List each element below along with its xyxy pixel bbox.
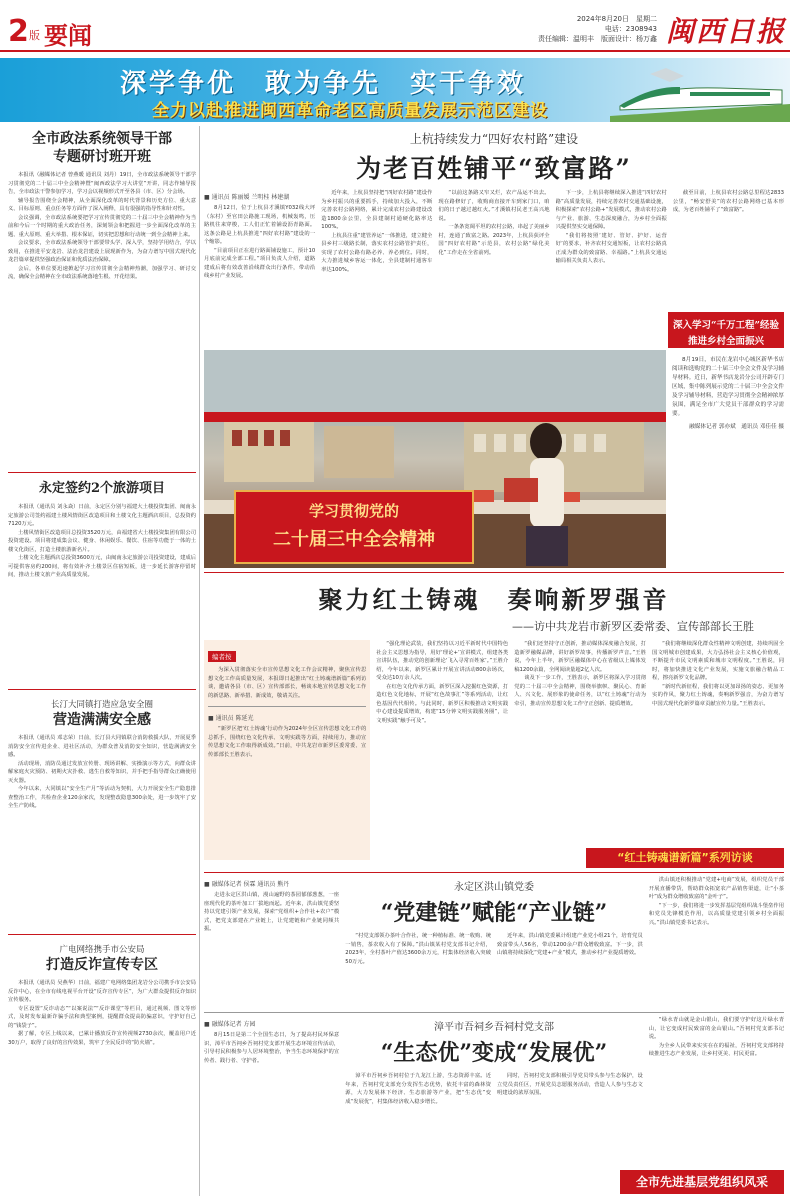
left-column <box>8 126 196 1196</box>
article-kicker: 漳平市吾祠乡吾祠村党支部 <box>434 1022 554 1033</box>
paragraph: “以前这条路又窄又烂，农产品运不出去。现在路修好了，收购商直接开车到家门口，咱们的日子越过越红火。”才溪镇村民老王高兴地说。 <box>438 190 550 222</box>
article-wuzhou <box>204 1016 784 1196</box>
masthead-rule <box>0 50 790 52</box>
paragraph: 会议强调，全市政法系统要把学习宣传贯彻党的二十届三中全会精神作为当前和今后一个时期的重大政治任务，深刻领会和把握进一步全面深化改革的主题、重大原则、重大举措、根本保证，切实把思想和行动统一到全会精神上来。 <box>8 214 196 238</box>
paragraph: 近年来，洪山镇党委累计组建产业党小组21个，培育党员致富带头人56名，带动1200余户群众增收致富。下一步，洪山镇将持续深化“党建+产业”模式，推动乡村产业提质增效。 <box>497 933 643 956</box>
paragraph: 在红色文化传承方面，新罗区深入挖掘红色资源，打造红色文化地标，开展“红色故事汇”等系列活动，让红色基因代代相传。与此同时，新罗区积极推动文明实践中心建设提质增效，构建“15分钟文明实践服务圈”，让文明实践“触手可及”。 <box>376 683 509 724</box>
paragraph: 专区设置“反诈动态”“以案说法”“反诈课堂”等栏目，通过视频、图文等形式，及时发布最新诈骗手法和典型案例，提醒群众提高防骗意识，守护好自己的“钱袋子”。 <box>8 1005 196 1029</box>
news-photo <box>204 350 666 568</box>
paragraph: “我们将按照‘建好、管好、护好、运营好’的要求，补齐农村交通短板，让农村公路真正成为群众的致富路、幸福路。”上杭县交通运输局相关负责人表示。 <box>555 232 667 264</box>
paragraph: 会后，各单位要迅速掀起学习宣传贯彻全会精神热潮，加强学习、研讨交流，确保全会精神在全市政法系统落地生根、开花结果。 <box>8 265 196 280</box>
paragraph: 一条条宽阔平坦的农村公路，串起了美丽乡村，连通了致富之路。2023年，上杭县获评全国“四好农村路”示范县，农村公路“绿化美化”工作走在全省前列。 <box>438 224 550 256</box>
article-kicker: 长汀大同镇打造应急安全圈 <box>50 700 153 710</box>
road-col-4 <box>556 189 667 342</box>
paragraph: 下一步，上杭县将继续深入推进“四好农村路”高质量发展，持续完善农村交通基础设施，积极探索“农村公路+”发展模式，推动农村公路与产业、旅游、生态深度融合，为乡村全面振兴提供坚实交通保障。 <box>555 190 667 230</box>
article-byline: ■ 融媒体记者 侯霖 通讯员 熊丹 <box>204 881 290 888</box>
masthead-info <box>485 14 657 44</box>
paragraph: 辅导报告围绕全会精神，从全面深化改革的时代背景和历史方位、重大意义、目标原则、重点任务等方面作了深入阐释，具有很强的指导性和针对性。 <box>8 197 196 212</box>
paragraph: “强化理论武装，我们坚持以习近平新时代中国特色社会主义思想为指导，用好‘理论+’宣讲模式，组建各类宣讲队伍，推动党的创新理论‘飞入寻常百姓家’。”王胜介绍，今年以来，新罗区累计开展宣讲活动800余场次，受众达10万余人次。 <box>376 641 509 681</box>
paragraph: 活动现场，消防员通过发放宣传册、现场讲解、实操演示等方式，向群众讲解家庭火灾预防、初期火灾扑救、逃生自救等知识，并手把手指导群众正确使用灭火器。 <box>8 760 196 784</box>
article-zhengfa <box>8 126 196 466</box>
article-changting <box>8 696 196 928</box>
article-guangdian <box>8 941 196 1196</box>
hongshan-col-1 <box>204 876 339 1008</box>
page-number: 2 <box>8 14 29 49</box>
wuzhou-col-3 <box>649 1016 784 1196</box>
wuzhou-center <box>345 1016 643 1196</box>
wuzhou-subcol-2 <box>497 1072 643 1182</box>
caption-text: 8月19日，市民在龙岩中心城区新华书店阅读和选购党的二十届三中全会文件及学习辅导材料。近日，新华书店龙岩分公司开辟专门区域，集中陈列展示党的二十届三中全会文件及学习辅导材料，营造学习贯彻全会精神浓厚氛围，满足全市广大党员干部群众的学习需要。 <box>672 357 784 417</box>
article-title: 专题研讨班开班 <box>53 149 151 165</box>
editor-note-label: 编者按 <box>208 651 236 662</box>
divider <box>8 689 196 690</box>
road-col-3 <box>438 189 549 342</box>
paragraph: 8月12日，位于上杭县才溪镇Y032线大坪（东村）至官田公路施工现场，机械轰鸣，压路机往来穿梭，工人们正忙着铺设沥青路面。这条公路是上杭县推进“四好农村路”建设的一个缩影。 <box>204 205 316 245</box>
paragraph: 走进永定区洪山镇，漫山遍野的茶园郁郁葱葱，一座座现代化的茶叶加工厂拔地而起。近年来，洪山镇党委坚持以党建引领产业发展，探索“党组织+合作社+农户”模式，把党支部建在产业链上，让党建链和产业链同频共振。 <box>204 892 340 932</box>
divider <box>8 472 196 473</box>
paragraph: 8月15日是第二个全国生态日，为了提高村民环保意识，漳平市吾祠乡吾祠村党支部开展生态环境宣传活动，引导村民积极参与人居环境整治，争当生态环境保护的宣传者、践行者、守护者。 <box>204 1032 340 1064</box>
phone: 电话：2308943 <box>604 25 657 33</box>
editors: 责任编辑：温明丰 版面设计：杨万鑫 <box>538 35 657 43</box>
sidebox-qianwan <box>668 312 784 348</box>
paragraph: “绿水青山就是金山银山，我们要守护好这片绿水青山，让它变成村民致富的金山银山。”吾祠村党支部书记说。 <box>648 1017 784 1040</box>
paragraph: “新罗区把‘红土铸魂’行动作为2024年全区宣传思想文化工作的总抓手，围绕红色文化传承、文明实践等方面，持续用力，推动宣传思想文化工作取得新成效。”日前，中共龙岩市新罗区委常委、宣传部部长王胜表示。 <box>208 726 367 758</box>
paragraph: 会议要求，全市政法系统领导干部要带头学、深入学，坚持学用结合，学以致用，在推进平安龙岩、法治龙岩建设上展现新作为，为奋力谱写中国式现代化龙岩篇章提供坚强政治保证和优质法治保障。 <box>8 240 196 263</box>
sidebox-title: 深入学习“千万工程”经验 <box>673 320 779 331</box>
paragraph: 土楼风情街区改造项目总投资3520万元，由福建省大土楼投资集团有限公司投资建设。项目将建成集会议、健身、休闲娱乐、餐饮、住宿等功能于一体的土楼文化街区，打造土楼旅游新名片。 <box>8 529 196 553</box>
article-subtitle: ——访中共龙岩市新罗区委常委、宣传部部长王胜 <box>512 620 754 633</box>
banner-line-2: 全力以赴推进闽西革命老区高质量发展示范区建设 <box>152 101 548 121</box>
wuzhou-col-1 <box>204 1016 339 1196</box>
article-interview <box>204 576 784 868</box>
paragraph: “下一步，我们将进一步发挥基层党组织战斗堡垒作用和党员先锋模范作用，以高质量党建引领乡村全面振兴。”洪山镇党委书记表示。 <box>648 902 784 926</box>
article-title: 打造反诈宣传专区 <box>46 957 158 973</box>
article-yongding <box>8 479 196 683</box>
article-title: “党建链”赋能“产业链” <box>380 900 608 926</box>
hongshan-col-3 <box>649 876 784 1008</box>
photo-caption <box>672 356 784 566</box>
paragraph: 同时，吾祠村党支部积极引导党员带头参与生态保护，设立党员责任区，开展党员志愿服务活动，营造人人参与生态文明建设的浓厚氛围。 <box>497 1073 643 1096</box>
interview-col-2 <box>376 640 508 860</box>
paragraph: 上杭县注重“建管养运”一体推进，建立健全县乡村三级路长制，落实农村公路管护责任，实现了农村公路有路必养、养必到位。同时，大力推进城乡客运一体化，全县建制村通客车率达100%。 <box>321 232 433 273</box>
paragraph: 近年来，上杭县坚持把“四好农村路”建设作为乡村振兴的重要抓手，持续加大投入，不断完善农村公路网络，累计完成农村公路建设改造1800余公里，全县建制村通硬化路率达100%。 <box>321 190 433 230</box>
article-kicker: 永定区洪山镇党委 <box>454 882 534 893</box>
editor-note-box <box>204 640 370 860</box>
article-byline: ■ 通讯员 陈丽媛 兰明桂 林建湖 <box>204 194 290 201</box>
photo-banner-line-2: 二十届三中全会精神 <box>273 529 435 550</box>
paragraph: 土楼文化主题酒店总投资3600万元，由闽南永定旅游公司投资建设，建成后可提供客房约200间，将有效补齐土楼景区住宿短板，进一步延长游客停留时间，推动土楼文旅产业高质量发展。 <box>8 555 196 578</box>
paragraph: 今年以来，大同镇以“安全生产月”等活动为契机，大力开展安全生产隐患排查整治工作，共检查企业120余家次，发现整改隐患300余处，进一步筑牢了安全生产防线。 <box>8 786 196 809</box>
article-road <box>204 126 784 342</box>
paragraph: “我们将继续深化群众性精神文明创建，持续巩固全国文明城市创建成果，大力弘扬社会主义核心价值观，不断提升市民文明素质和城市文明程度。”王胜说，同时，将加快推进文化产业发展，实施文旅融合精品工程，擦亮新罗文化品牌。 <box>652 641 784 681</box>
article-byline: ■ 通讯员 陈延光 <box>208 715 254 722</box>
train-illustration <box>610 64 790 122</box>
paragraph: “目前项目正在进行路面铺设施工，预计10月底前完成全部工程。”项目负责人介绍，道路建成后将有效改善沿线群众出行条件，带动沿线乡村产业发展。 <box>204 247 316 279</box>
photo-banner-line-1: 学习贯彻党的 <box>308 502 399 520</box>
paragraph: 洪山镇还积极推动“党建+电商”发展，组织党员干部开展直播带货，帮助群众拓宽农产品销售渠道，让“小茶叶”成为群众增收致富的“金叶子”。 <box>648 877 784 900</box>
paper-logo: 闽西日报 <box>666 15 787 48</box>
editor-note: 为深入贯彻落实全市宣传思想文化工作会议精神，聚焦宣传思想文化工作高质量发展，本报即日起推出“红土铸魂谱新篇”系列访谈，邀请各县（市、区）宣传部部长，畅谈本地宣传思想文化工作的新思路、新举措、新成效，敬请关注。 <box>208 667 367 699</box>
interview-col-4 <box>652 640 784 860</box>
paragraph: 据了解，专区上线以来，已累计播放反诈宣传视频2730余次，覆盖用户近30万户，取得了良好的宣传效果，筑牢了全民反诈的“防火墙”。 <box>8 1031 196 1046</box>
article-title: “生态优”变成“发展优” <box>380 1040 608 1066</box>
banner-line-1: 深学争优 敢为争先 实干争效 <box>120 69 527 99</box>
section-divider <box>204 1012 784 1013</box>
article-title: 聚力红土铸魂 奏响新罗强音 <box>318 585 670 614</box>
road-col-2 <box>321 189 432 342</box>
wuzhou-subcol-1 <box>345 1072 491 1182</box>
paragraph: 漳平市吾祠乡吾祠村位于九龙江上游，生态资源丰富。近年来，吾祠村党支部充分发挥生态优势，依托丰富的森林资源，大力发展林下经济、生态旅游等产业，把“生态优”变成“发展优”，村集体经济收入稳步增长。 <box>345 1073 491 1105</box>
sidebox-title: 推进乡村全面振兴 <box>687 336 764 347</box>
divider <box>8 934 196 935</box>
paragraph: 谈及下一步工作，王胜表示，新罗区将深入学习贯彻党的二十届三中全会精神，围绕举旗帜、聚民心、育新人、兴文化、展形象的使命任务，以“红土铸魂”行动为牵引，推动宣传思想文化工作守正创新、提质增效。 <box>514 675 647 707</box>
paragraph: 本报讯（通讯员 吴燕华）日前，福建广电网络集团龙岩分公司携手市公安局反诈中心，在全市有线电视平台开设“反诈宣传专区”，为广大群众提供反诈知识宣传服务。 <box>8 980 196 1003</box>
series-tag-hongtu: “红土铸魂谱新篇”系列访谈 <box>586 848 784 868</box>
headline-banner <box>0 58 790 122</box>
paragraph: “新时代新征程，我们将以更加昂扬的姿态、更加务实的作风，聚力红土铸魂，奏响新罗强音，为奋力谱写中国式现代化新罗篇章贡献宣传力量。”王胜表示。 <box>652 683 784 707</box>
article-kicker: 上杭持续发力“四好农村路”建设 <box>409 132 579 146</box>
section-divider <box>204 572 784 573</box>
article-title: 永定签约2个旅游项目 <box>38 481 166 496</box>
hongshan-center <box>345 876 643 1008</box>
section-divider <box>204 872 784 873</box>
article-byline: ■ 融媒体记者 方园 <box>204 1021 256 1028</box>
series-tag-dangzuzhi: 全市先进基层党组织风采 <box>620 1170 784 1194</box>
interview-col-3 <box>514 640 646 860</box>
paragraph: 为全乡人民带来实实在在的福祉，吾祠村党支部将持续推进生态产业发展，让乡村更美、村民更富。 <box>648 1042 784 1057</box>
road-col-1 <box>204 189 315 342</box>
article-title: 营造满满安全感 <box>53 712 151 728</box>
column-divider <box>199 126 200 1196</box>
paragraph: 截至目前，上杭县农村公路总里程达2833公里，“畅安舒美”的农村公路网络已基本形成，为老百姓铺平了“致富路”。 <box>672 190 784 213</box>
page-label: 版 <box>29 29 40 42</box>
masthead <box>0 0 790 60</box>
article-kicker: 广电网络携手市公安局 <box>59 945 145 955</box>
hongshan-subcol-2 <box>497 932 643 1002</box>
paragraph: 本报讯（通讯员 刘永焱）日前，永定区分别与福建大土楼投资集团、闽南永定旅游公司签约福建土楼风情街区改造项目和土楼文化主题酒店项目，总投资约7120万元。 <box>8 504 196 527</box>
issue-date: 2024年8月20日 星期二 <box>576 15 657 23</box>
paragraph: 本报讯（融媒体记者 曾燕暖 通讯员 刘丹）19日，全市政法系统领导干部学习贯彻党的二十届三中全会精神暨“闽西政法学习大讲堂”开讲，同志作辅导报告，全市政法干警参加学习，学习会以视频形式开至各县（市、区）分会场。 <box>8 172 196 195</box>
section-name: 要闻 <box>44 21 92 50</box>
article-hongshan <box>204 876 784 1008</box>
photo-credit: 融媒体记者 郭亦斌 通讯员 邓佳佳 摄 <box>689 424 784 430</box>
photo-banner <box>234 490 474 564</box>
paragraph: “村党支部领办茶叶合作社，统一种植标准、统一收购、统一销售，茶农收入有了保障。”洪山镇某村党支部书记介绍，2023年，全村茶叶产值达3600余万元，村集体经济收入突破50万元。 <box>345 933 491 965</box>
paragraph: 本报讯（通讯员 邓志荣）日前，长汀县大同镇联合消防救援大队，开展夏季消防安全宣传进企业、进社区活动，为群众普及消防安全知识，营造满满安全感。 <box>8 735 196 758</box>
hongshan-subcol-1 <box>345 932 491 1002</box>
article-title: 全市政法系统领导干部 <box>32 131 172 147</box>
article-title: 为老百姓铺平“致富路” <box>356 154 632 183</box>
paragraph: “我们还坚持守正创新，推动媒体深度融合发展，打造新罗融媒品牌，讲好新罗故事，传播新罗声音。”王胜说，今年上半年，新罗区融媒体中心在省级以上媒体发稿1200余篇，全网阅读量超2亿人次。 <box>514 641 647 673</box>
